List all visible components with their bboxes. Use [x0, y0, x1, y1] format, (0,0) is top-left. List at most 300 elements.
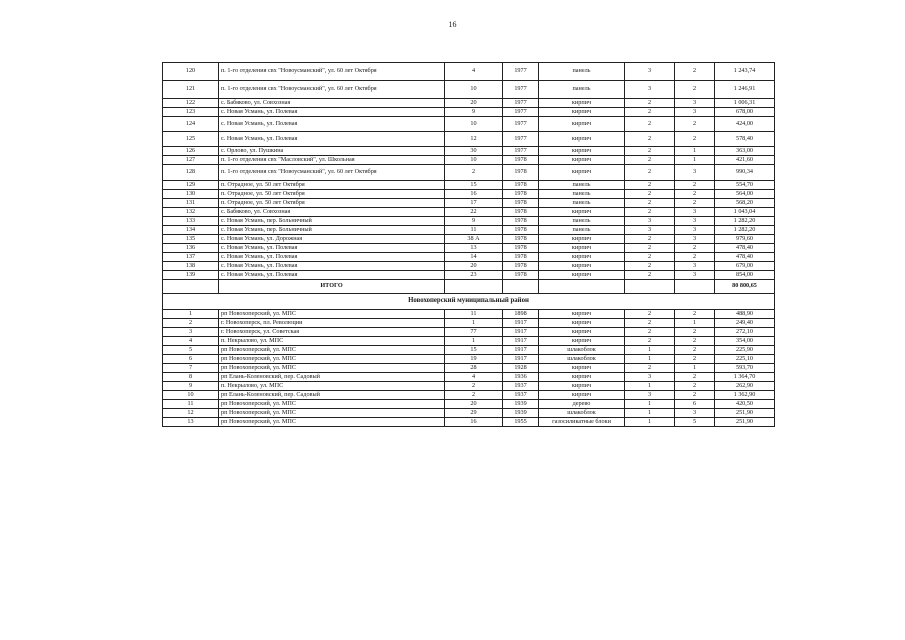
- cell-area: 420,50: [715, 400, 775, 409]
- cell-addr: с. Новая Усмань, ул. Дорожная: [219, 235, 445, 244]
- cell-year: 1978: [503, 217, 539, 226]
- cell-entr: 1: [675, 364, 715, 373]
- cell-area: 678,00: [715, 108, 775, 117]
- cell-year: 1898: [503, 310, 539, 319]
- cell-entr: 3: [675, 226, 715, 235]
- cell-area: 488,90: [715, 310, 775, 319]
- cell-n: 11: [163, 400, 219, 409]
- cell-n: 138: [163, 262, 219, 271]
- table-row: [163, 81, 775, 99]
- cell-entr: 3: [675, 217, 715, 226]
- cell-area: 564,00: [715, 190, 775, 199]
- cell-year: 1978: [503, 208, 539, 217]
- cell-entr: 2: [675, 328, 715, 337]
- cell-year: 1977: [503, 99, 539, 108]
- cell-addr: с. Новая Усмань, ул. Полевая: [219, 132, 445, 147]
- cell-house: 10: [445, 156, 503, 165]
- cell-floors: 2: [625, 108, 675, 117]
- cell-mat: дерево: [539, 400, 625, 409]
- cell-entr: 2: [675, 181, 715, 190]
- cell-mat: кирпич: [539, 328, 625, 337]
- table-row: [163, 355, 775, 364]
- cell-floors: 3: [625, 81, 675, 99]
- cell-house: 20: [445, 99, 503, 108]
- cell-year: 1978: [503, 190, 539, 199]
- cell-n: 5: [163, 346, 219, 355]
- cell-house: 4: [445, 373, 503, 382]
- cell-area: 478,40: [715, 253, 775, 262]
- cell-area: 990,34: [715, 165, 775, 181]
- cell-mat: кирпич: [539, 99, 625, 108]
- cell-mat: панель: [539, 217, 625, 226]
- cell-house: 4: [445, 63, 503, 81]
- cell-mat: газосиликатные блоки: [539, 418, 625, 427]
- cell-mat: кирпич: [539, 271, 625, 280]
- table-row: [163, 391, 775, 400]
- cell-n: 126: [163, 147, 219, 156]
- cell-entr: 2: [675, 117, 715, 132]
- cell-area: 568,20: [715, 199, 775, 208]
- table-row: [163, 208, 775, 217]
- cell-floors: 3: [625, 391, 675, 400]
- cell-n: 1: [163, 310, 219, 319]
- cell-addr: с. Новая Усмань, ул. Полевая: [219, 117, 445, 132]
- cell-addr: п. 1-го отделения свх "Масловский", ул. Школьная: [219, 156, 445, 165]
- cell-mat: кирпич: [539, 117, 625, 132]
- cell-year: 1977: [503, 81, 539, 99]
- table-row: [163, 364, 775, 373]
- cell-entr: 6: [675, 400, 715, 409]
- cell-n: 125: [163, 132, 219, 147]
- cell-area: 478,40: [715, 244, 775, 253]
- cell-mat: кирпич: [539, 373, 625, 382]
- table-body-top: [163, 63, 775, 280]
- cell-area: 1 282,20: [715, 226, 775, 235]
- cell-n: 127: [163, 156, 219, 165]
- table-row: [163, 373, 775, 382]
- cell-floors: 2: [625, 244, 675, 253]
- cell-n: 2: [163, 319, 219, 328]
- cell-area: 1 364,70: [715, 373, 775, 382]
- table-total: [163, 280, 775, 310]
- table-row: [163, 108, 775, 117]
- cell-entr: 2: [675, 132, 715, 147]
- cell-floors: 3: [625, 217, 675, 226]
- table-row: [163, 199, 775, 208]
- table-row: [163, 117, 775, 132]
- cell-area: 225,10: [715, 355, 775, 364]
- cell-area: 578,40: [715, 132, 775, 147]
- cell-addr: п. Некрылово, ул. МПС: [219, 337, 445, 346]
- cell-mat: кирпич: [539, 310, 625, 319]
- cell-floors: 2: [625, 117, 675, 132]
- cell-entr: 2: [675, 199, 715, 208]
- cell-year: 1928: [503, 364, 539, 373]
- cell-floors: 2: [625, 235, 675, 244]
- cell-n: 137: [163, 253, 219, 262]
- cell-house: 20: [445, 262, 503, 271]
- cell-mat: кирпич: [539, 319, 625, 328]
- cell-n: 120: [163, 63, 219, 81]
- cell-addr: п. 1-го отделения свх "Новоусманский", ул. 60 лет Октября: [219, 165, 445, 181]
- cell-year: 1977: [503, 63, 539, 81]
- cell-year: 1978: [503, 181, 539, 190]
- cell-floors: 2: [625, 132, 675, 147]
- cell-addr: г. Новохоперск, пл. Революции: [219, 319, 445, 328]
- table-row: [163, 310, 775, 319]
- cell-n: 139: [163, 271, 219, 280]
- cell-area: 1 043,04: [715, 208, 775, 217]
- table-row: [163, 337, 775, 346]
- cell-addr: п. 1-го отделения свх "Новоусманский", ул. 60 лет Октября: [219, 63, 445, 81]
- cell-house: 2: [445, 382, 503, 391]
- cell-entr: 2: [675, 355, 715, 364]
- cell-house: 9: [445, 217, 503, 226]
- cell-house: 22: [445, 208, 503, 217]
- cell-floors: 2: [625, 337, 675, 346]
- cell-house: 13: [445, 244, 503, 253]
- cell-year: 1978: [503, 244, 539, 253]
- cell-entr: 2: [675, 337, 715, 346]
- cell-entr: 2: [675, 253, 715, 262]
- cell-house: 15: [445, 346, 503, 355]
- cell-entr: 3: [675, 99, 715, 108]
- cell-floors: 2: [625, 262, 675, 271]
- table-row: [163, 132, 775, 147]
- cell-house: 11: [445, 310, 503, 319]
- cell-house: 28: [445, 364, 503, 373]
- cell-entr: 2: [675, 391, 715, 400]
- cell-floors: 2: [625, 99, 675, 108]
- cell-area: 249,40: [715, 319, 775, 328]
- table-row: [163, 147, 775, 156]
- cell-house: 16: [445, 418, 503, 427]
- cell-house: 77: [445, 328, 503, 337]
- cell-year: 1977: [503, 147, 539, 156]
- cell-n: 136: [163, 244, 219, 253]
- cell-house: 10: [445, 117, 503, 132]
- cell-mat: кирпич: [539, 208, 625, 217]
- cell-house: 1: [445, 337, 503, 346]
- cell-n: 3: [163, 328, 219, 337]
- cell-addr: с. Бабяково, ул. Совхозная: [219, 99, 445, 108]
- cell-year: 1978: [503, 226, 539, 235]
- cell-addr: п. Некрылово, ул. МПС: [219, 382, 445, 391]
- cell-house: 19: [445, 355, 503, 364]
- cell-addr: рп Новохоперский, ул. МПС: [219, 364, 445, 373]
- cell-floors: 3: [625, 226, 675, 235]
- cell-addr: с. Новая Усмань, ул. Полевая: [219, 262, 445, 271]
- cell-addr: г. Новохоперск, ул. Советская: [219, 328, 445, 337]
- cell-n: 13: [163, 418, 219, 427]
- cell-entr: 2: [675, 310, 715, 319]
- cell-n: 130: [163, 190, 219, 199]
- table-row: [163, 181, 775, 190]
- total-row: [163, 280, 775, 294]
- cell-n: 10: [163, 391, 219, 400]
- cell-mat: кирпич: [539, 337, 625, 346]
- cell-n: 134: [163, 226, 219, 235]
- section-title: Новохоперский муниципальный район: [163, 294, 775, 310]
- cell-floors: 1: [625, 346, 675, 355]
- cell-n: 129: [163, 181, 219, 190]
- total-label: ИТОГО: [219, 280, 445, 294]
- cell-year: 1917: [503, 355, 539, 364]
- cell-area: 225,90: [715, 346, 775, 355]
- cell-addr: с. Орлово, ул. Пушкина: [219, 147, 445, 156]
- cell-addr: рп Новохоперский, ул. МПС: [219, 418, 445, 427]
- cell-floors: 1: [625, 382, 675, 391]
- table-row: [163, 262, 775, 271]
- cell-addr: п. Отрадное, ул. 50 лет Октября: [219, 190, 445, 199]
- cell-n: 123: [163, 108, 219, 117]
- cell-addr: с. Новая Усмань, ул. Полевая: [219, 108, 445, 117]
- cell-n: 12: [163, 409, 219, 418]
- section-row: [163, 294, 775, 310]
- cell-entr: 1: [675, 147, 715, 156]
- cell-year: 1978: [503, 271, 539, 280]
- cell-floors: 1: [625, 355, 675, 364]
- table-row: [163, 226, 775, 235]
- cell-floors: 3: [625, 373, 675, 382]
- cell-mat: панель: [539, 199, 625, 208]
- cell-addr: с. Новая Усмань, ул. Полевая: [219, 244, 445, 253]
- cell-area: 1 243,74: [715, 63, 775, 81]
- cell-entr: 2: [675, 373, 715, 382]
- cell-n: 9: [163, 382, 219, 391]
- cell-mat: кирпич: [539, 165, 625, 181]
- cell-floors: 2: [625, 156, 675, 165]
- cell-floors: 2: [625, 208, 675, 217]
- cell-area: 1 246,91: [715, 81, 775, 99]
- cell-n: 121: [163, 81, 219, 99]
- cell-mat: кирпич: [539, 156, 625, 165]
- cell-addr: рп Новохоперский, ул. МПС: [219, 400, 445, 409]
- cell-entr: 3: [675, 409, 715, 418]
- cell-entr: 2: [675, 81, 715, 99]
- cell-area: 251,90: [715, 418, 775, 427]
- cell-floors: 1: [625, 409, 675, 418]
- table-row: [163, 217, 775, 226]
- cell-entr: 3: [675, 235, 715, 244]
- cell-n: 6: [163, 355, 219, 364]
- table-row: [163, 382, 775, 391]
- cell-year: 1977: [503, 132, 539, 147]
- cell-n: 135: [163, 235, 219, 244]
- cell-floors: 2: [625, 364, 675, 373]
- cell-year: 1917: [503, 319, 539, 328]
- cell-n: 122: [163, 99, 219, 108]
- table-row: [163, 244, 775, 253]
- cell-year: 1917: [503, 346, 539, 355]
- cell-floors: 2: [625, 271, 675, 280]
- cell-year: 1977: [503, 108, 539, 117]
- cell-area: 979,60: [715, 235, 775, 244]
- cell-entr: 2: [675, 346, 715, 355]
- table-row: [163, 400, 775, 409]
- cell-floors: 1: [625, 400, 675, 409]
- cell-entr: 3: [675, 271, 715, 280]
- cell-floors: 2: [625, 319, 675, 328]
- table-row: [163, 156, 775, 165]
- cell-n: 131: [163, 199, 219, 208]
- cell-year: 1939: [503, 400, 539, 409]
- cell-house: 16: [445, 190, 503, 199]
- cell-mat: кирпич: [539, 262, 625, 271]
- cell-entr: 3: [675, 262, 715, 271]
- cell-floors: 2: [625, 147, 675, 156]
- cell-area: 262,90: [715, 382, 775, 391]
- table-row: [163, 235, 775, 244]
- cell-entr: 2: [675, 63, 715, 81]
- cell-house: 15: [445, 181, 503, 190]
- cell-year: 1917: [503, 328, 539, 337]
- cell-area: 272,10: [715, 328, 775, 337]
- table-row: [163, 271, 775, 280]
- cell-house: 23: [445, 271, 503, 280]
- table-row: [163, 409, 775, 418]
- cell-mat: кирпич: [539, 364, 625, 373]
- cell-area: 424,00: [715, 117, 775, 132]
- cell-addr: рп Новохоперский, ул. МПС: [219, 355, 445, 364]
- cell-mat: панель: [539, 181, 625, 190]
- page-number: 16: [448, 20, 457, 29]
- cell-year: 1978: [503, 156, 539, 165]
- table-row: [163, 346, 775, 355]
- cell-year: 1977: [503, 117, 539, 132]
- cell-house: 11: [445, 226, 503, 235]
- cell-house: 2: [445, 165, 503, 181]
- cell-house: 9: [445, 108, 503, 117]
- cell-year: 1978: [503, 165, 539, 181]
- cell-house: 14: [445, 253, 503, 262]
- cell-house: 12: [445, 132, 503, 147]
- cell-house: 10: [445, 81, 503, 99]
- cell-entr: 5: [675, 418, 715, 427]
- cell-n: 4: [163, 337, 219, 346]
- table-row: [163, 319, 775, 328]
- cell-year: 1937: [503, 391, 539, 400]
- cell-mat: кирпич: [539, 132, 625, 147]
- cell-entr: 3: [675, 208, 715, 217]
- cell-year: 1937: [503, 382, 539, 391]
- cell-mat: кирпич: [539, 244, 625, 253]
- cell-addr: рп Елань-Коленовский, пер. Садовый: [219, 373, 445, 382]
- cell-area: 854,00: [715, 271, 775, 280]
- cell-house: 20: [445, 400, 503, 409]
- cell-addr: с. Новая Усмань, ул. Полевая: [219, 271, 445, 280]
- cell-floors: 2: [625, 328, 675, 337]
- cell-addr: с. Бабяково, ул. Совхозная: [219, 208, 445, 217]
- cell-floors: 3: [625, 63, 675, 81]
- cell-house: 38 А: [445, 235, 503, 244]
- cell-mat: шлакоблок: [539, 409, 625, 418]
- cell-addr: рп Новохоперский, ул. МПС: [219, 409, 445, 418]
- cell-area: 679,00: [715, 262, 775, 271]
- cell-addr: с. Новая Усмань, ул. Полевая: [219, 253, 445, 262]
- cell-addr: рп Новохоперский, ул. МПС: [219, 346, 445, 355]
- cell-entr: 1: [675, 156, 715, 165]
- cell-mat: шлакоблок: [539, 346, 625, 355]
- cell-year: 1978: [503, 199, 539, 208]
- cell-area: 1 362,90: [715, 391, 775, 400]
- cell-floors: 1: [625, 418, 675, 427]
- cell-house: 30: [445, 147, 503, 156]
- cell-area: 363,00: [715, 147, 775, 156]
- cell-mat: кирпич: [539, 253, 625, 262]
- cell-floors: 2: [625, 181, 675, 190]
- housing-table: [162, 62, 775, 427]
- total-value: 80 800,65: [715, 280, 775, 294]
- cell-n: 132: [163, 208, 219, 217]
- table-row: [163, 190, 775, 199]
- cell-n: 133: [163, 217, 219, 226]
- cell-entr: 1: [675, 319, 715, 328]
- cell-mat: кирпич: [539, 382, 625, 391]
- cell-area: 1 282,20: [715, 217, 775, 226]
- cell-entr: 2: [675, 382, 715, 391]
- table-row: [163, 63, 775, 81]
- cell-entr: 2: [675, 244, 715, 253]
- cell-area: 593,70: [715, 364, 775, 373]
- cell-entr: 2: [675, 190, 715, 199]
- cell-addr: рп Елань-Коленовский, пер. Садовый: [219, 391, 445, 400]
- table-row: [163, 328, 775, 337]
- cell-year: 1955: [503, 418, 539, 427]
- table-row: [163, 418, 775, 427]
- cell-house: 1: [445, 319, 503, 328]
- cell-floors: 2: [625, 190, 675, 199]
- cell-floors: 2: [625, 253, 675, 262]
- cell-addr: п. Отрадное, ул. 50 лет Октября: [219, 181, 445, 190]
- cell-mat: панель: [539, 63, 625, 81]
- cell-addr: п. 1-го отделения свх "Новоусманский", ул. 60 лет Октября: [219, 81, 445, 99]
- cell-house: 29: [445, 409, 503, 418]
- cell-house: 17: [445, 199, 503, 208]
- cell-area: 421,60: [715, 156, 775, 165]
- cell-year: 1978: [503, 253, 539, 262]
- cell-mat: панель: [539, 81, 625, 99]
- cell-addr: с. Новая Усмань, пер. Больничный: [219, 217, 445, 226]
- cell-year: 1978: [503, 262, 539, 271]
- cell-entr: 3: [675, 165, 715, 181]
- table-body-bottom: [163, 310, 775, 427]
- cell-house: 2: [445, 391, 503, 400]
- cell-mat: кирпич: [539, 147, 625, 156]
- cell-addr: с. Новая Усмань, пер. Больничный: [219, 226, 445, 235]
- cell-mat: кирпич: [539, 391, 625, 400]
- cell-floors: 2: [625, 199, 675, 208]
- cell-mat: панель: [539, 190, 625, 199]
- cell-addr: рп Новохоперский, ул. МПС: [219, 310, 445, 319]
- cell-n: 124: [163, 117, 219, 132]
- cell-year: 1978: [503, 235, 539, 244]
- cell-n: 7: [163, 364, 219, 373]
- cell-entr: 3: [675, 108, 715, 117]
- cell-area: 251,90: [715, 409, 775, 418]
- table-row: [163, 165, 775, 181]
- cell-mat: шлакоблок: [539, 355, 625, 364]
- cell-year: 1936: [503, 373, 539, 382]
- table-row: [163, 253, 775, 262]
- cell-mat: кирпич: [539, 235, 625, 244]
- table-row: [163, 99, 775, 108]
- cell-area: 1 006,31: [715, 99, 775, 108]
- cell-n: 8: [163, 373, 219, 382]
- cell-floors: 2: [625, 165, 675, 181]
- cell-n: 128: [163, 165, 219, 181]
- cell-floors: 2: [625, 310, 675, 319]
